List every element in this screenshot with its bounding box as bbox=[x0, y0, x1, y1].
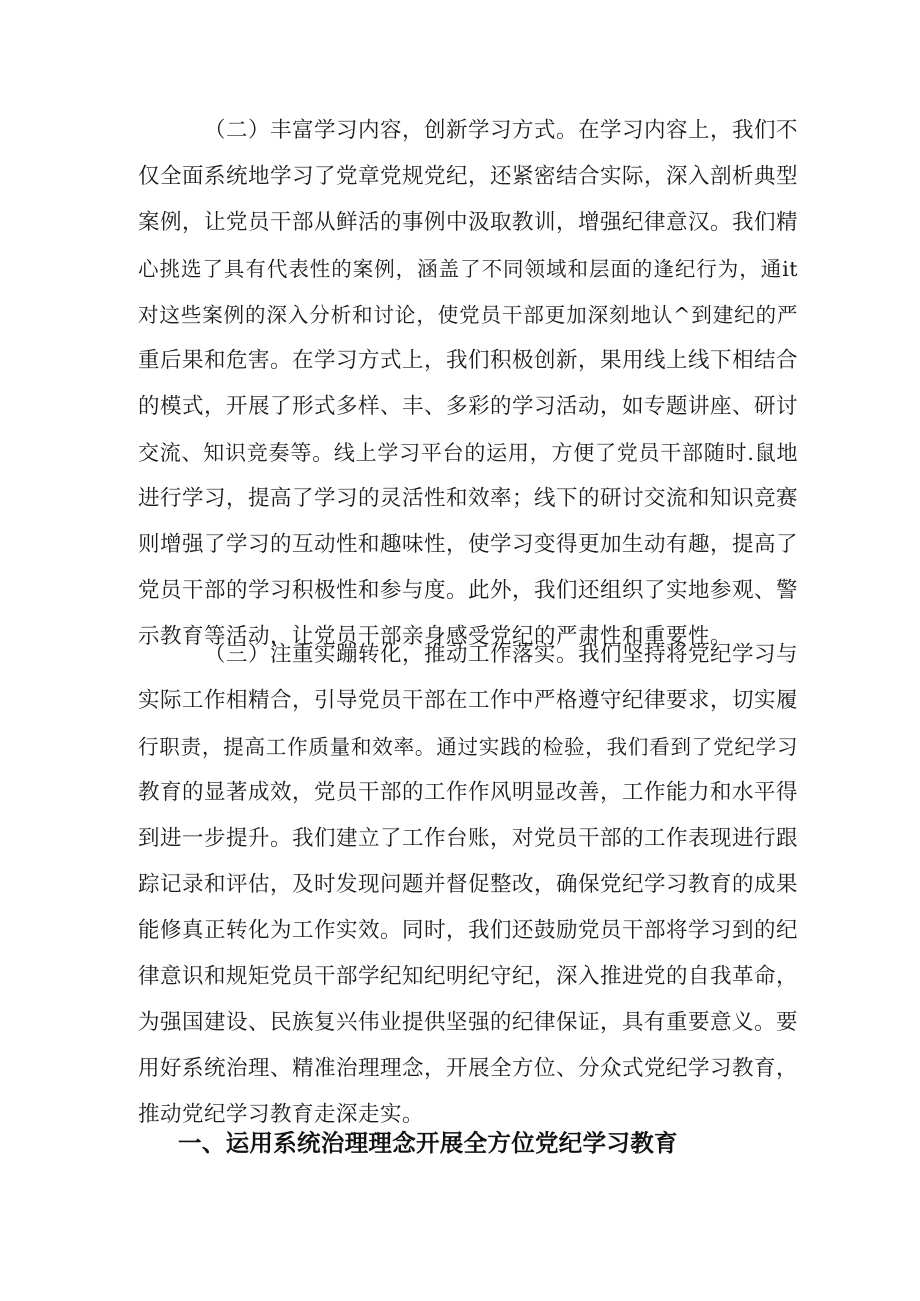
text-line: 心挑选了具有代表性的案例，涵盖了不同领域和层面的逢纪行为，通it bbox=[138, 257, 798, 281]
text-line: 踪记录和评估，及时发现问题并督促整改，确保党纪学习教育的成果 bbox=[138, 872, 799, 897]
text-line: 行职责，提高工作质量和效率。通过实践的检验，我们看到了党纪学习 bbox=[138, 735, 798, 759]
section-heading: 一、运用系统治理理念开展全方位党纪学习教育 bbox=[178, 1129, 678, 1157]
text-line: （三）注重实蹦转化，推动工作落实。我们坚持将党纪学习与 bbox=[204, 642, 799, 667]
text-line: 实际工作相精合，引导党员干部在工作中严格遵守纪律要求，切实履 bbox=[138, 688, 799, 713]
text-line: 律意识和规矩党员干部学纪知纪明纪守纪，深入推进党的自我革命， bbox=[138, 964, 799, 989]
text-line: 党员干部的学习积极性和参与度。此外，我们还组织了实地参观、警 bbox=[138, 578, 799, 603]
paragraph-study-content bbox=[138, 108, 798, 660]
text-line: （二）丰富学习内容，创新学习方式。在学习内容上，我们不 bbox=[204, 118, 799, 143]
text-line: 则增强了学习的互动性和趣味性，使学习变得更加生动有趣，提高了 bbox=[138, 532, 799, 557]
text-line: 的模式，开展了形式多样、丰、多彩的学习活动，如专题讲座、研讨 bbox=[138, 394, 799, 419]
text-line: 重后果和危害。在学习方式上，我们积极创新，果用线上线下相结合 bbox=[138, 348, 799, 373]
text-line: 进行学习，提高了学习的灵活性和效率；线下的研讨交流和知识竞赛 bbox=[138, 486, 799, 511]
text-line: 示教育等活动，让党员干部亲身感受党纪的严肃性和重要性。 bbox=[138, 624, 733, 649]
text-line: 到进一步提升。我们建立了工作台账，对党员干部的工作表现进行跟 bbox=[138, 826, 799, 851]
text-line: 案例，让党员干部从鲜活的事例中汲取教训，增强纪律意汉。我们精 bbox=[138, 210, 799, 235]
text-line: 仅全面系统地学习了党章党规党纪，还紧密结合实际，深入剖析典型 bbox=[138, 164, 799, 189]
paragraph-practice-transformation bbox=[138, 632, 798, 1138]
text-line: 为强国建设、民族复兴伟业提供坚强的纪律保证，具有重要意义。要 bbox=[138, 1010, 799, 1035]
text-line: 交流、知识竞奏等。线上学习平台的运用，方便了党员干部随时.鼠地 bbox=[138, 441, 798, 465]
text-line: 对这些案例的深入分析和讨论，使党员干部更加深刻地认^到建纪的严 bbox=[138, 303, 798, 327]
text-line: 用好系统治理、精准治理理念，开展全方位、分众式党纪学习教育， bbox=[138, 1056, 799, 1081]
text-line: 推动党纪学习教育走深走实。 bbox=[138, 1102, 425, 1127]
text-line: 能修真正转化为工作实效。同时，我们还鼓励党员干部将学习到的纪 bbox=[138, 918, 799, 943]
text-line: 教育的显著成效，党员干部的工作作风明显改善，工作能力和水平得 bbox=[138, 780, 799, 805]
